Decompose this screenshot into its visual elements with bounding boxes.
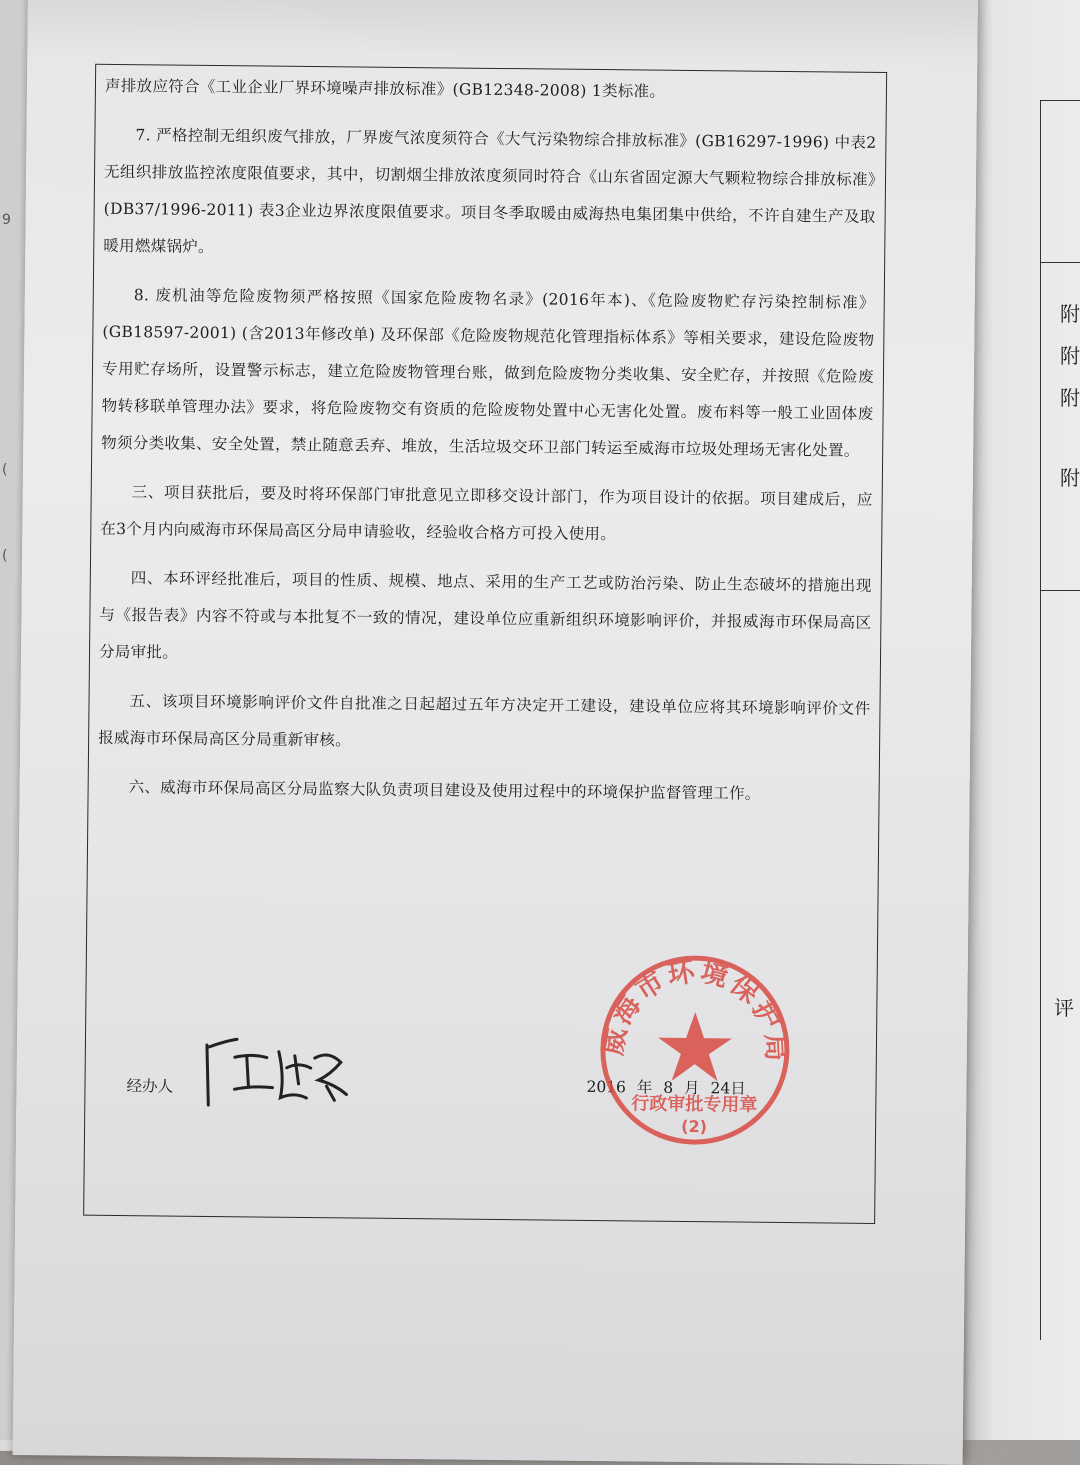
page-shadow	[27, 0, 978, 65]
right-page-rule	[1040, 590, 1080, 591]
right-page-rule	[1040, 100, 1041, 1340]
right-page-rule	[1040, 100, 1080, 101]
left-edge-mark: (	[2, 548, 8, 564]
paragraph: 六、威海市环保局高区分局监察大队负责项目建设及使用过程中的环境保护监督管理工作。	[128, 778, 761, 803]
approval-date: 2016 年 8 月 24日	[586, 1077, 746, 1098]
svg-text:威海市环境保护局: 威海市环境保护局	[597, 956, 792, 1065]
right-page-char: 附	[1060, 302, 1080, 326]
handwritten-signature	[194, 1027, 355, 1119]
right-page-rule	[1040, 262, 1080, 263]
paragraph: 五、该项目环境影响评价文件自批准之日起超过五年方决定开工建设，建设单位应将其环境影响评价文件报威海市环保局高区分局重新审核。	[98, 692, 871, 750]
svg-text:(2): (2)	[681, 1116, 708, 1137]
official-seal-stamp	[594, 949, 796, 1151]
document-body	[97, 68, 877, 814]
right-page-char: 附	[1060, 344, 1080, 368]
paragraph: 8. 废机油等危险废物须严格按照《国家危险废物名录》(2016年本)、《危险废物贮存污染控制标准》(GB18597-2001) (含2013年修改单) 及环保部《危险废物规范化管理指标体系》等相关要求，建设危险废物专用贮存场所，设置警示标志，建立危险废物管理台账，做到危险废物分类收集、安全贮存，并按照《危险废物转移联单管理办法》要求，将危险废物交有资质的危险废物处置中心无害化处置。废布料等一般工业固体废物须分类收集、安全处置，禁止随意丢弃、堆放，生活垃圾交环卫部门转运至威海市垃圾处理场无害化处置。	[101, 286, 875, 460]
paragraph: 7. 严格控制无组织废气排放，厂界废气浓度须符合《大气污染物综合排放标准》(GB16297-1996) 中表2无组织排放监控浓度限值要求，其中，切割烟尘排放浓度须同时符合《山东省固定源大气颗粒物综合排放标准》(DB37/1996-2011) 表3企业边界浓度限值要求。项目冬季取暖由威海热电集团集中供给，不许自建生产及取暖用燃煤锅炉。	[103, 126, 877, 256]
handler-label: 经办人	[126, 1077, 174, 1096]
paragraph: 三、项目获批后，要及时将环保部门审批意见立即移交设计部门，作为项目设计的依据。项目建成后，应在3个月内向威海市环保局高区分局申请验收，经验收合格方可投入使用。	[100, 483, 873, 544]
right-page-char: 附	[1060, 466, 1080, 490]
paragraph: 四、本环评经批准后，项目的性质、规模、地点、采用的生产工艺或防治污染、防止生态破坏的措施出现与《报告表》内容不符或与本批复不一致的情况，建设单位应重新组织环境影响评价，并报威海市环保局高区分局审批。	[98, 569, 872, 662]
left-edge-mark: 9	[2, 212, 11, 228]
left-edge-mark: (	[2, 462, 8, 478]
svg-text:行政审批专用章: 行政审批专用章	[631, 1093, 758, 1116]
right-page-char: 附	[1060, 386, 1080, 410]
right-page-char: 评	[1054, 996, 1074, 1020]
paragraph: 声排放应符合《工业企业厂界环境噪声排放标准》(GB12348-2008) 1类标准。	[104, 76, 666, 101]
document-page	[13, 0, 978, 1465]
